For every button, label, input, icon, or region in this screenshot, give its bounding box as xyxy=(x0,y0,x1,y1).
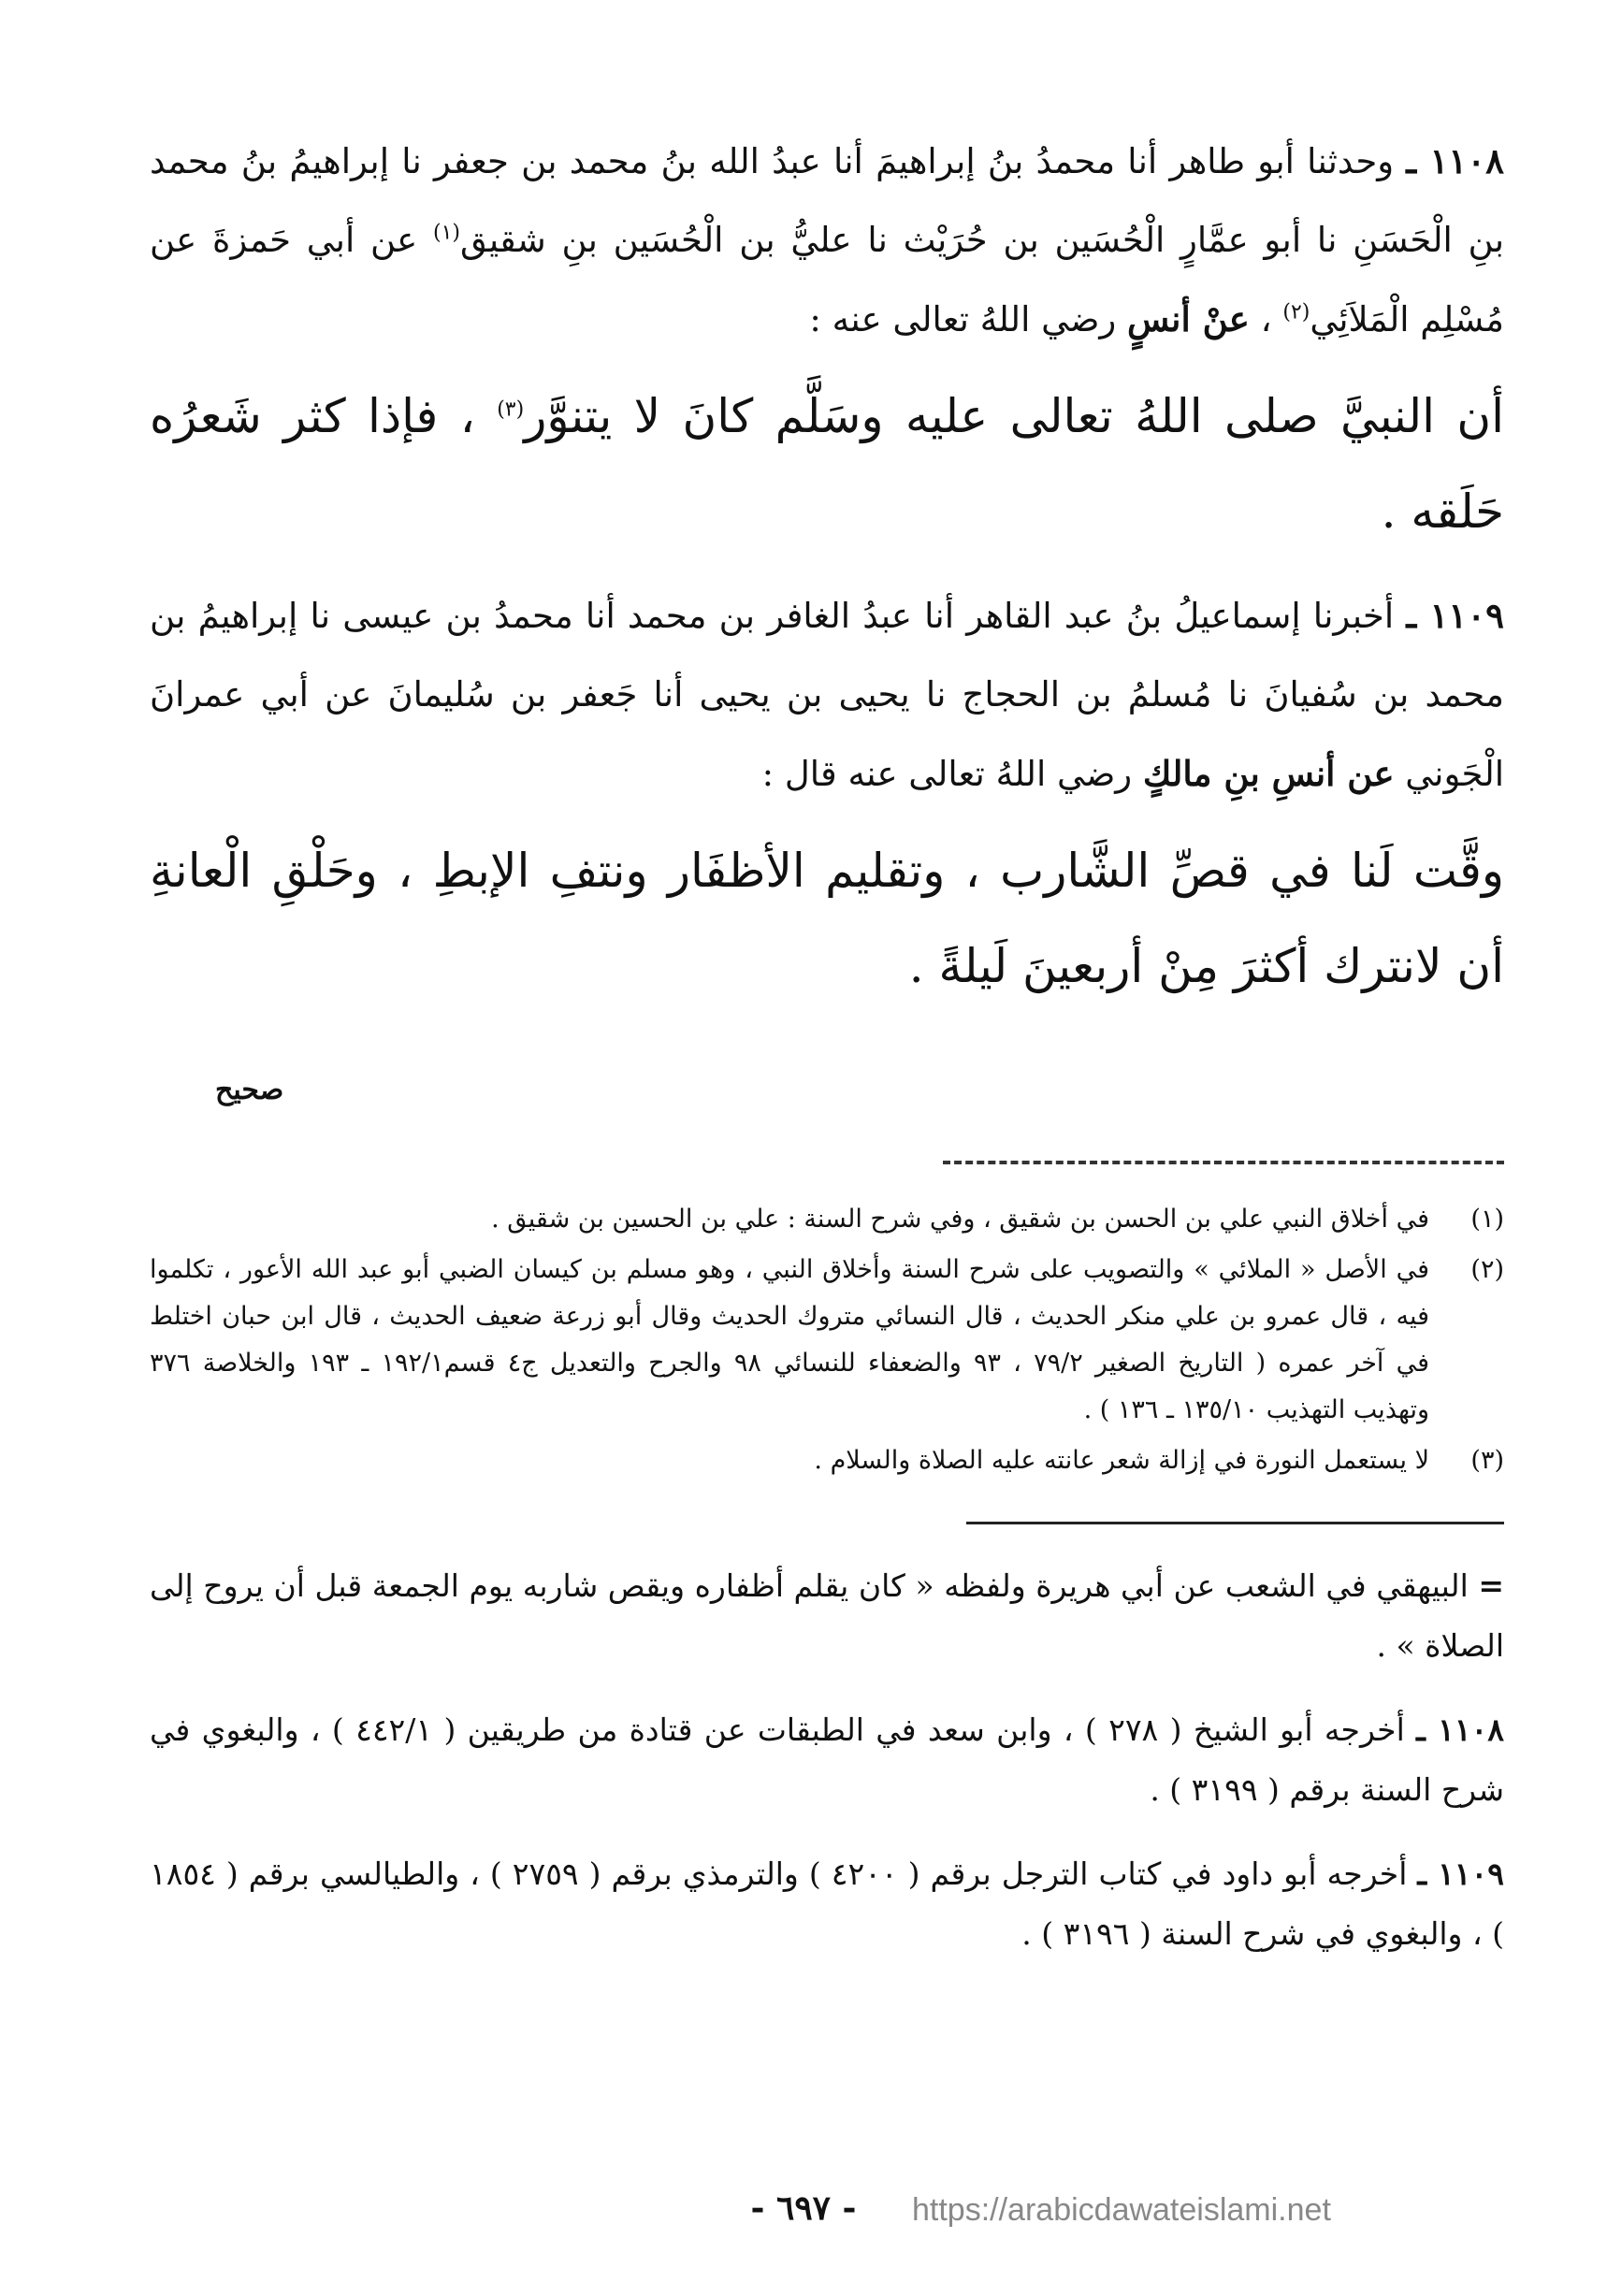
takhrij-text: البيهقي في الشعب عن أبي هريرة ولفظه « كان يقلم أظفاره ويقص شاربه يوم الجمعة قبل أن يروح إلى الصلاة » . xyxy=(150,1567,1504,1664)
footnote-text: في الأصل « الملائي » والتصويب على شرح السنة وأخلاق النبي ، وهو مسلم بن كيسان الضبي أبو عبد الله الأعور ، تكلموا فيه ، قال عمرو بن علي منكر الحديث ، قال النسائي متروك الحديث وقال أبو زرعة ضعيف الحديث ، قال ابن حبان اختلط في آخر عمره ( التاريخ الصغير ٧٩/٢ ، ٩٣ والضعفاء للنسائي ٩٨ والجرح والتعديل ج٤ قسم١٩٢/١ ـ ١٩٣ والخلاصة ٣٧٦ وتهذيب التهذيب ١٣٥/١٠ ـ ١٣٦ ) . xyxy=(150,1255,1430,1424)
footnotes-list xyxy=(150,1196,1504,1484)
footnote-marker: (١) xyxy=(432,221,460,245)
takhrij-1108 xyxy=(150,1700,1504,1820)
narrator-name: عن أنسِ بنِ مالكٍ xyxy=(1142,753,1395,794)
hadith-1109-matn xyxy=(150,823,1504,1014)
footnote-separator xyxy=(943,1161,1504,1164)
footnote-number: (٢) xyxy=(1470,1255,1504,1284)
hadith-number: ١١٠٨ ـ xyxy=(1416,1711,1504,1748)
hadith-1108-matn xyxy=(150,368,1504,559)
footnote-number: (٣) xyxy=(1470,1446,1504,1475)
footnote-marker: (٣) xyxy=(497,397,525,422)
footnote-item xyxy=(150,1196,1504,1243)
takhrij-1109 xyxy=(150,1844,1504,1964)
hadith-number: ١١٠٩ ـ xyxy=(1417,1856,1504,1892)
matn-text: ، فإذا كثر شَعرُه حَلَقه . xyxy=(150,389,1504,539)
footnote-item xyxy=(150,1247,1504,1434)
hadith-number: ١١٠٩ ـ xyxy=(1406,595,1504,636)
footnote-item xyxy=(150,1437,1504,1484)
footnote-text: لا يستعمل النورة في إزالة شعر عانته عليه الصلاة والسلام . xyxy=(814,1446,1429,1475)
hadith-1108-isnad xyxy=(150,122,1504,359)
takhrij-continuation xyxy=(150,1556,1504,1676)
isnad-text: أخبرنا إسماعيلُ بنُ عبد القاهر أنا عبدُ الغافر بن محمد أنا محمدُ بن عيسى نا إبراهيمُ بن محمد بن سُفيانَ نا مُسلمُ بن الحجاج نا يحيى بن يحيى أنا جَعفر بن سُليمانَ عن أبي عمرانَ الْجَوني xyxy=(150,596,1504,794)
page-footer xyxy=(0,2188,1607,2235)
hadith-1109-isnad xyxy=(150,576,1504,814)
isnad-text: وحدثنا أبو طاهر أنا محمدُ بنُ إبراهيمَ أنا عبدُ الله بنُ محمد بن جعفر نا إبراهيمُ بنُ محمد بنِ الْحَسَنِ نا أبو عمَّارٍ الْحُسَين بن حُرَيْث نا عليُّ بن الْحُسَين بنِ شقيق xyxy=(150,141,1504,260)
footnote-number: (١) xyxy=(1470,1205,1504,1234)
isnad-text: عن أبي حَمزةَ عن مُسْلِم الْمَلاَئِي xyxy=(150,220,1504,339)
takhrij-text: أخرجه أبو داود في كتاب الترجل برقم ( ٤٢٠٠ ) والترمذي برقم ( ٢٧٥٩ ) ، والطيالسي برقم ( ١٨٥٤ ) ، والبغوي في شرح السنة ( ٣١٩٦ ) . xyxy=(150,1856,1504,1952)
page-number: - ٦٩٧ - xyxy=(750,2188,857,2228)
matn-text: أن النبيَّ صلى اللهُ تعالى عليه وسَلَّم كانَ لا يتنوَّر xyxy=(524,389,1504,443)
isnad-text: رضي اللهُ تعالى عنه قال : xyxy=(761,754,1143,794)
isnad-text: ، xyxy=(1249,299,1283,339)
takhrij-separator xyxy=(966,1522,1504,1524)
takhrij-text: أخرجه أبو الشيخ ( ٢٧٨ ) ، وابن سعد في الطبقات عن قتادة من طريقين ( ٤٤٢/١ ) ، والبغوي في شرح السنة برقم ( ٣١٩٩ ) . xyxy=(150,1711,1504,1808)
narrator-name: عنْ أنسٍ xyxy=(1127,298,1250,339)
watermark-url: https://arabicdawateislami.net xyxy=(912,2192,1331,2228)
footnote-text: في أخلاق النبي علي بن الحسن بن شقيق ، وفي شرح السنة : علي بن الحسين بن شقيق . xyxy=(491,1205,1429,1234)
matn-text: وقَّت لَنا في قصِّ الشَّارب ، وتقليم الأظفَار ونتفِ الإبطِ ، وحَلْقِ الْعانةِ أن لانترك أكثرَ مِنْ أربعينَ لَيلةً . xyxy=(150,844,1504,993)
footnote-marker: (٢) xyxy=(1282,300,1310,325)
isnad-text: رضي اللهُ تعالى عنه : xyxy=(809,299,1128,339)
continuation-mark: = xyxy=(1478,1567,1504,1604)
hadith-number: ١١٠٨ ـ xyxy=(1406,140,1504,181)
hadith-grade: صحيح xyxy=(215,1074,284,1106)
